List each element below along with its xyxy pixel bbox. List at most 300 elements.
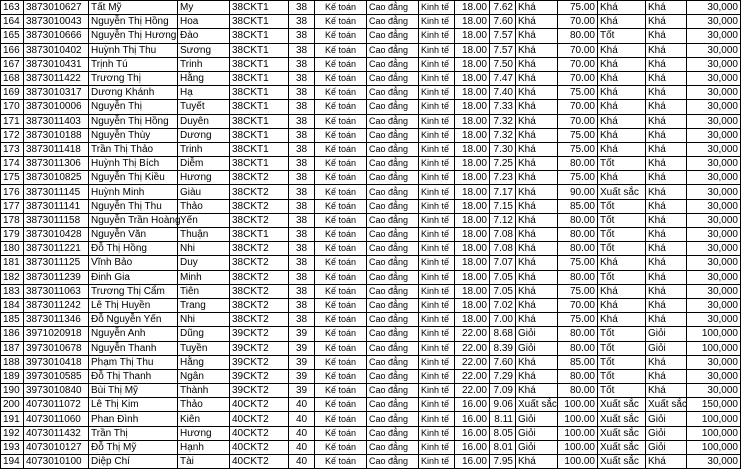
class-cell: 39CKT2 (230, 384, 289, 398)
major-cell: Kế toán (315, 114, 367, 128)
class-cell: 38CKT1 (230, 57, 289, 71)
overall-rank-cell: Giỏi (646, 426, 687, 440)
student-id-cell: 3973010585 (24, 369, 89, 383)
scholarship-amount-cell: 30,000 (687, 284, 741, 298)
conduct-score-cell: 70.00 (558, 71, 598, 85)
credits-cell: 18.00 (455, 128, 490, 142)
conduct-rank-cell: Tốt (598, 213, 646, 227)
level-cell: Cao đẳng (367, 440, 419, 454)
surname-cell: Huỳnh Thị Bích (89, 157, 178, 171)
academic-rank-cell: Khá (516, 71, 558, 85)
credits-cell: 18.00 (455, 29, 490, 43)
cohort-cell: 38 (289, 1, 315, 15)
table-row (1, 43, 741, 57)
class-cell: 38CKT2 (230, 256, 289, 270)
level-cell: Cao đẳng (367, 341, 419, 355)
academic-rank-cell: Khá (516, 15, 558, 29)
surname-cell: Đỗ Thị Thanh (89, 369, 178, 383)
conduct-rank-cell: Tốt (598, 228, 646, 242)
level-cell: Cao đẳng (367, 426, 419, 440)
faculty-cell: Kinh tế (419, 355, 455, 369)
cohort-cell: 40 (289, 426, 315, 440)
overall-rank-cell: Khá (646, 15, 687, 29)
conduct-score-cell: 70.00 (558, 43, 598, 57)
conduct-rank-cell: Xuất sắc (598, 426, 646, 440)
major-cell: Kế toán (315, 43, 367, 57)
gpa-cell: 7.00 (490, 313, 516, 327)
gpa-cell: 7.32 (490, 114, 516, 128)
scholarship-amount-cell: 30,000 (687, 242, 741, 256)
table-row (1, 57, 741, 71)
student-id-cell: 3873010428 (24, 228, 89, 242)
conduct-rank-cell: Tốt (598, 270, 646, 284)
overall-rank-cell: Khá (646, 284, 687, 298)
surname-cell: Nguyễn Thị (89, 100, 178, 114)
student-id-cell: 3873010825 (24, 171, 89, 185)
class-cell: 39CKT2 (230, 327, 289, 341)
credits-cell: 22.00 (455, 355, 490, 369)
overall-rank-cell: Khá (646, 369, 687, 383)
given-name-cell: Hằng (178, 355, 230, 369)
conduct-rank-cell: Khá (598, 15, 646, 29)
faculty-cell: Kinh tế (419, 284, 455, 298)
credits-cell: 22.00 (455, 384, 490, 398)
academic-rank-cell: Khá (516, 213, 558, 227)
conduct-rank-cell: Tốt (598, 384, 646, 398)
credits-cell: 22.00 (455, 327, 490, 341)
given-name-cell: Diễm (178, 157, 230, 171)
conduct-rank-cell: Khá (598, 142, 646, 156)
major-cell: Kế toán (315, 199, 367, 213)
overall-rank-cell: Giỏi (646, 440, 687, 454)
given-name-cell: Ngân (178, 369, 230, 383)
class-cell: 38CKT1 (230, 157, 289, 171)
credits-cell: 18.00 (455, 142, 490, 156)
conduct-rank-cell: Khá (598, 100, 646, 114)
cohort-cell: 40 (289, 455, 315, 469)
conduct-score-cell: 80.00 (558, 157, 598, 171)
scholarship-amount-cell: 30,000 (687, 369, 741, 383)
gpa-cell: 7.30 (490, 142, 516, 156)
table-row (1, 327, 741, 341)
surname-cell: Huỳnh Minh (89, 185, 178, 199)
conduct-score-cell: 75.00 (558, 313, 598, 327)
cohort-cell: 38 (289, 185, 315, 199)
gpa-cell: 8.39 (490, 341, 516, 355)
conduct-rank-cell: Tốt (598, 341, 646, 355)
row-number-cell: 190 (1, 384, 24, 398)
surname-cell: Nguyễn Văn (89, 228, 178, 242)
class-cell: 38CKT1 (230, 128, 289, 142)
cohort-cell: 39 (289, 384, 315, 398)
given-name-cell: Tuyền (178, 341, 230, 355)
academic-rank-cell: Khá (516, 128, 558, 142)
table-row (1, 71, 741, 85)
class-cell: 38CKT2 (230, 313, 289, 327)
faculty-cell: Kinh tế (419, 213, 455, 227)
row-number-cell: 185 (1, 313, 24, 327)
faculty-cell: Kinh tế (419, 298, 455, 312)
table-row (1, 270, 741, 284)
level-cell: Cao đẳng (367, 1, 419, 15)
table-row (1, 341, 741, 355)
student-id-cell: 3873011158 (24, 213, 89, 227)
table-row (1, 455, 741, 469)
credits-cell: 16.00 (455, 455, 490, 469)
conduct-rank-cell: Khá (598, 171, 646, 185)
conduct-score-cell: 75.00 (558, 142, 598, 156)
given-name-cell: Thuận (178, 228, 230, 242)
surname-cell: Nguyễn Thị Kiều (89, 171, 178, 185)
overall-rank-cell: Giỏi (646, 341, 687, 355)
class-cell: 38CKT1 (230, 1, 289, 15)
overall-rank-cell: Khá (646, 270, 687, 284)
level-cell: Cao đẳng (367, 57, 419, 71)
table-row (1, 171, 741, 185)
cohort-cell: 38 (289, 114, 315, 128)
faculty-cell: Kinh tế (419, 369, 455, 383)
scholarship-amount-cell: 30,000 (687, 71, 741, 85)
major-cell: Kế toán (315, 1, 367, 15)
academic-rank-cell: Khá (516, 57, 558, 71)
gpa-cell: 7.05 (490, 284, 516, 298)
conduct-rank-cell: Khá (598, 1, 646, 15)
row-number-cell: 189 (1, 369, 24, 383)
given-name-cell: My (178, 1, 230, 15)
student-id-cell: 3973010418 (24, 355, 89, 369)
overall-rank-cell: Khá (646, 86, 687, 100)
given-name-cell: Dương (178, 128, 230, 142)
level-cell: Cao đẳng (367, 256, 419, 270)
given-name-cell: Tuyết (178, 100, 230, 114)
academic-rank-cell: Khá (516, 256, 558, 270)
gpa-cell: 8.68 (490, 327, 516, 341)
overall-rank-cell: Khá (646, 228, 687, 242)
conduct-score-cell: 70.00 (558, 15, 598, 29)
cohort-cell: 40 (289, 398, 315, 412)
major-cell: Kế toán (315, 426, 367, 440)
cohort-cell: 38 (289, 199, 315, 213)
conduct-score-cell: 80.00 (558, 341, 598, 355)
class-cell: 38CKT2 (230, 199, 289, 213)
major-cell: Kế toán (315, 142, 367, 156)
given-name-cell: Duy (178, 256, 230, 270)
surname-cell: Nguyễn Thanh (89, 341, 178, 355)
academic-rank-cell: Khá (516, 114, 558, 128)
conduct-score-cell: 100.00 (558, 440, 598, 454)
credits-cell: 18.00 (455, 57, 490, 71)
student-id-cell: 3873011145 (24, 185, 89, 199)
surname-cell: Trịnh Tú (89, 57, 178, 71)
table-row (1, 369, 741, 383)
conduct-score-cell: 75.00 (558, 284, 598, 298)
academic-rank-cell: Khá (516, 43, 558, 57)
row-number-cell: 186 (1, 327, 24, 341)
conduct-score-cell: 75.00 (558, 128, 598, 142)
student-id-cell: 3873011403 (24, 114, 89, 128)
gpa-cell: 7.17 (490, 185, 516, 199)
major-cell: Kế toán (315, 57, 367, 71)
cohort-cell: 38 (289, 157, 315, 171)
conduct-score-cell: 70.00 (558, 57, 598, 71)
overall-rank-cell: Khá (646, 1, 687, 15)
level-cell: Cao đẳng (367, 114, 419, 128)
academic-rank-cell: Khá (516, 369, 558, 383)
student-id-cell: 3873010006 (24, 100, 89, 114)
faculty-cell: Kinh tế (419, 199, 455, 213)
academic-rank-cell: Khá (516, 313, 558, 327)
major-cell: Kế toán (315, 128, 367, 142)
table-row (1, 199, 741, 213)
given-name-cell: Thảo (178, 199, 230, 213)
overall-rank-cell: Khá (646, 114, 687, 128)
overall-rank-cell: Khá (646, 455, 687, 469)
row-number-cell: 178 (1, 213, 24, 227)
faculty-cell: Kinh tế (419, 114, 455, 128)
gpa-cell: 8.05 (490, 426, 516, 440)
academic-rank-cell: Giỏi (516, 440, 558, 454)
overall-rank-cell: Khá (646, 242, 687, 256)
major-cell: Kế toán (315, 228, 367, 242)
gpa-cell: 7.50 (490, 57, 516, 71)
class-cell: 38CKT2 (230, 242, 289, 256)
faculty-cell: Kinh tế (419, 1, 455, 15)
overall-rank-cell: Khá (646, 43, 687, 57)
scholarship-amount-cell: 30,000 (687, 256, 741, 270)
academic-rank-cell: Khá (516, 157, 558, 171)
faculty-cell: Kinh tế (419, 57, 455, 71)
cohort-cell: 38 (289, 100, 315, 114)
cohort-cell: 38 (289, 256, 315, 270)
academic-rank-cell: Giỏi (516, 341, 558, 355)
level-cell: Cao đẳng (367, 384, 419, 398)
conduct-score-cell: 80.00 (558, 242, 598, 256)
gpa-cell: 8.01 (490, 440, 516, 454)
faculty-cell: Kinh tế (419, 455, 455, 469)
conduct-score-cell: 70.00 (558, 298, 598, 312)
cohort-cell: 38 (289, 313, 315, 327)
major-cell: Kế toán (315, 355, 367, 369)
gpa-cell: 8.11 (490, 412, 516, 426)
overall-rank-cell: Khá (646, 100, 687, 114)
table-row (1, 228, 741, 242)
major-cell: Kế toán (315, 242, 367, 256)
credits-cell: 18.00 (455, 298, 490, 312)
gpa-cell: 7.09 (490, 384, 516, 398)
overall-rank-cell: Khá (646, 142, 687, 156)
given-name-cell: Yến (178, 213, 230, 227)
faculty-cell: Kinh tế (419, 171, 455, 185)
class-cell: 38CKT1 (230, 29, 289, 43)
credits-cell: 18.00 (455, 43, 490, 57)
cohort-cell: 38 (289, 43, 315, 57)
faculty-cell: Kinh tế (419, 15, 455, 29)
conduct-score-cell: 80.00 (558, 369, 598, 383)
class-cell: 38CKT1 (230, 71, 289, 85)
class-cell: 38CKT1 (230, 43, 289, 57)
given-name-cell: Kiên (178, 412, 230, 426)
row-number-cell: 192 (1, 426, 24, 440)
level-cell: Cao đẳng (367, 412, 419, 426)
gpa-cell: 7.25 (490, 157, 516, 171)
given-name-cell: Trinh (178, 142, 230, 156)
academic-rank-cell: Khá (516, 355, 558, 369)
scholarship-amount-cell: 30,000 (687, 185, 741, 199)
conduct-rank-cell: Tốt (598, 199, 646, 213)
faculty-cell: Kinh tế (419, 43, 455, 57)
level-cell: Cao đẳng (367, 157, 419, 171)
table-row (1, 114, 741, 128)
overall-rank-cell: Khá (646, 313, 687, 327)
credits-cell: 18.00 (455, 256, 490, 270)
surname-cell: Nguyễn Thị Hồng (89, 114, 178, 128)
faculty-cell: Kinh tế (419, 185, 455, 199)
surname-cell: Bùi Thị Mỹ (89, 384, 178, 398)
gpa-cell: 7.57 (490, 29, 516, 43)
faculty-cell: Kinh tế (419, 440, 455, 454)
major-cell: Kế toán (315, 270, 367, 284)
student-id-cell: 3873011422 (24, 71, 89, 85)
faculty-cell: Kinh tế (419, 228, 455, 242)
student-id-cell: 3873010627 (24, 1, 89, 15)
surname-cell: Diệp Chí (89, 455, 178, 469)
conduct-rank-cell: Khá (598, 284, 646, 298)
given-name-cell: Trang (178, 298, 230, 312)
credits-cell: 16.00 (455, 412, 490, 426)
level-cell: Cao đẳng (367, 15, 419, 29)
credits-cell: 18.00 (455, 71, 490, 85)
faculty-cell: Kinh tế (419, 327, 455, 341)
table-row (1, 313, 741, 327)
student-id-cell: 3973010678 (24, 341, 89, 355)
surname-cell: Đỗ Thị Mỹ (89, 440, 178, 454)
table-row (1, 213, 741, 227)
credits-cell: 16.00 (455, 440, 490, 454)
table-row (1, 86, 741, 100)
conduct-score-cell: 80.00 (558, 228, 598, 242)
row-number-cell: 188 (1, 355, 24, 369)
row-number-cell: 163 (1, 1, 24, 15)
conduct-rank-cell: Khá (598, 57, 646, 71)
row-number-cell: 169 (1, 86, 24, 100)
academic-rank-cell: Khá (516, 199, 558, 213)
academic-rank-cell: Giỏi (516, 412, 558, 426)
cohort-cell: 38 (289, 142, 315, 156)
credits-cell: 18.00 (455, 100, 490, 114)
faculty-cell: Kinh tế (419, 29, 455, 43)
academic-rank-cell: Khá (516, 270, 558, 284)
row-number-cell: 164 (1, 15, 24, 29)
cohort-cell: 39 (289, 355, 315, 369)
student-id-cell: 3873010666 (24, 29, 89, 43)
student-id-cell: 3873011125 (24, 256, 89, 270)
table-row (1, 15, 741, 29)
surname-cell: Nguyễn Thùy (89, 128, 178, 142)
row-number-cell: 166 (1, 43, 24, 57)
class-cell: 38CKT2 (230, 270, 289, 284)
conduct-rank-cell: Tốt (598, 327, 646, 341)
academic-rank-cell: Khá (516, 228, 558, 242)
credits-cell: 18.00 (455, 228, 490, 242)
academic-rank-cell: Khá (516, 298, 558, 312)
gpa-cell: 7.12 (490, 213, 516, 227)
level-cell: Cao đẳng (367, 86, 419, 100)
conduct-rank-cell: Khá (598, 86, 646, 100)
gpa-cell: 7.32 (490, 128, 516, 142)
given-name-cell: Nhi (178, 313, 230, 327)
faculty-cell: Kinh tế (419, 142, 455, 156)
given-name-cell: Hạnh (178, 440, 230, 454)
surname-cell: Trương Thị Cẩm (89, 284, 178, 298)
level-cell: Cao đẳng (367, 270, 419, 284)
conduct-score-cell: 70.00 (558, 114, 598, 128)
conduct-rank-cell: Khá (598, 298, 646, 312)
row-number-cell: 174 (1, 157, 24, 171)
academic-rank-cell: Khá (516, 284, 558, 298)
student-id-cell: 3873010402 (24, 43, 89, 57)
student-id-cell: 3873011418 (24, 142, 89, 156)
credits-cell: 18.00 (455, 114, 490, 128)
faculty-cell: Kinh tế (419, 128, 455, 142)
faculty-cell: Kinh tế (419, 86, 455, 100)
scholarship-amount-cell: 30,000 (687, 142, 741, 156)
level-cell: Cao đẳng (367, 284, 419, 298)
row-number-cell: 182 (1, 270, 24, 284)
scholarship-amount-cell: 30,000 (687, 199, 741, 213)
gpa-cell: 7.07 (490, 256, 516, 270)
table-row (1, 157, 741, 171)
student-id-cell: 3873011141 (24, 199, 89, 213)
major-cell: Kế toán (315, 440, 367, 454)
table-row (1, 426, 741, 440)
student-id-cell: 4073011432 (24, 426, 89, 440)
cohort-cell: 38 (289, 86, 315, 100)
major-cell: Kế toán (315, 213, 367, 227)
row-number-cell: 173 (1, 142, 24, 156)
table-row (1, 412, 741, 426)
cohort-cell: 38 (289, 71, 315, 85)
scholarship-amount-cell: 30,000 (687, 171, 741, 185)
conduct-rank-cell: Tốt (598, 355, 646, 369)
gpa-cell: 7.05 (490, 270, 516, 284)
level-cell: Cao đẳng (367, 142, 419, 156)
conduct-rank-cell: Tốt (598, 157, 646, 171)
row-number-cell: 187 (1, 341, 24, 355)
gpa-cell: 7.40 (490, 86, 516, 100)
student-id-cell: 3973010840 (24, 384, 89, 398)
table-row (1, 284, 741, 298)
class-cell: 38CKT1 (230, 100, 289, 114)
cohort-cell: 38 (289, 213, 315, 227)
level-cell: Cao đẳng (367, 242, 419, 256)
scholarship-amount-cell: 100,000 (687, 341, 741, 355)
given-name-cell: Hương (178, 426, 230, 440)
major-cell: Kế toán (315, 412, 367, 426)
row-number-cell: 176 (1, 185, 24, 199)
table-row (1, 355, 741, 369)
student-id-cell: 4073010100 (24, 455, 89, 469)
cohort-cell: 38 (289, 228, 315, 242)
major-cell: Kế toán (315, 341, 367, 355)
credits-cell: 18.00 (455, 213, 490, 227)
academic-rank-cell: Khá (516, 1, 558, 15)
student-id-cell: 3873010317 (24, 86, 89, 100)
conduct-score-cell: 80.00 (558, 29, 598, 43)
academic-rank-cell: Khá (516, 384, 558, 398)
major-cell: Kế toán (315, 455, 367, 469)
overall-rank-cell: Khá (646, 29, 687, 43)
class-cell: 38CKT1 (230, 15, 289, 29)
